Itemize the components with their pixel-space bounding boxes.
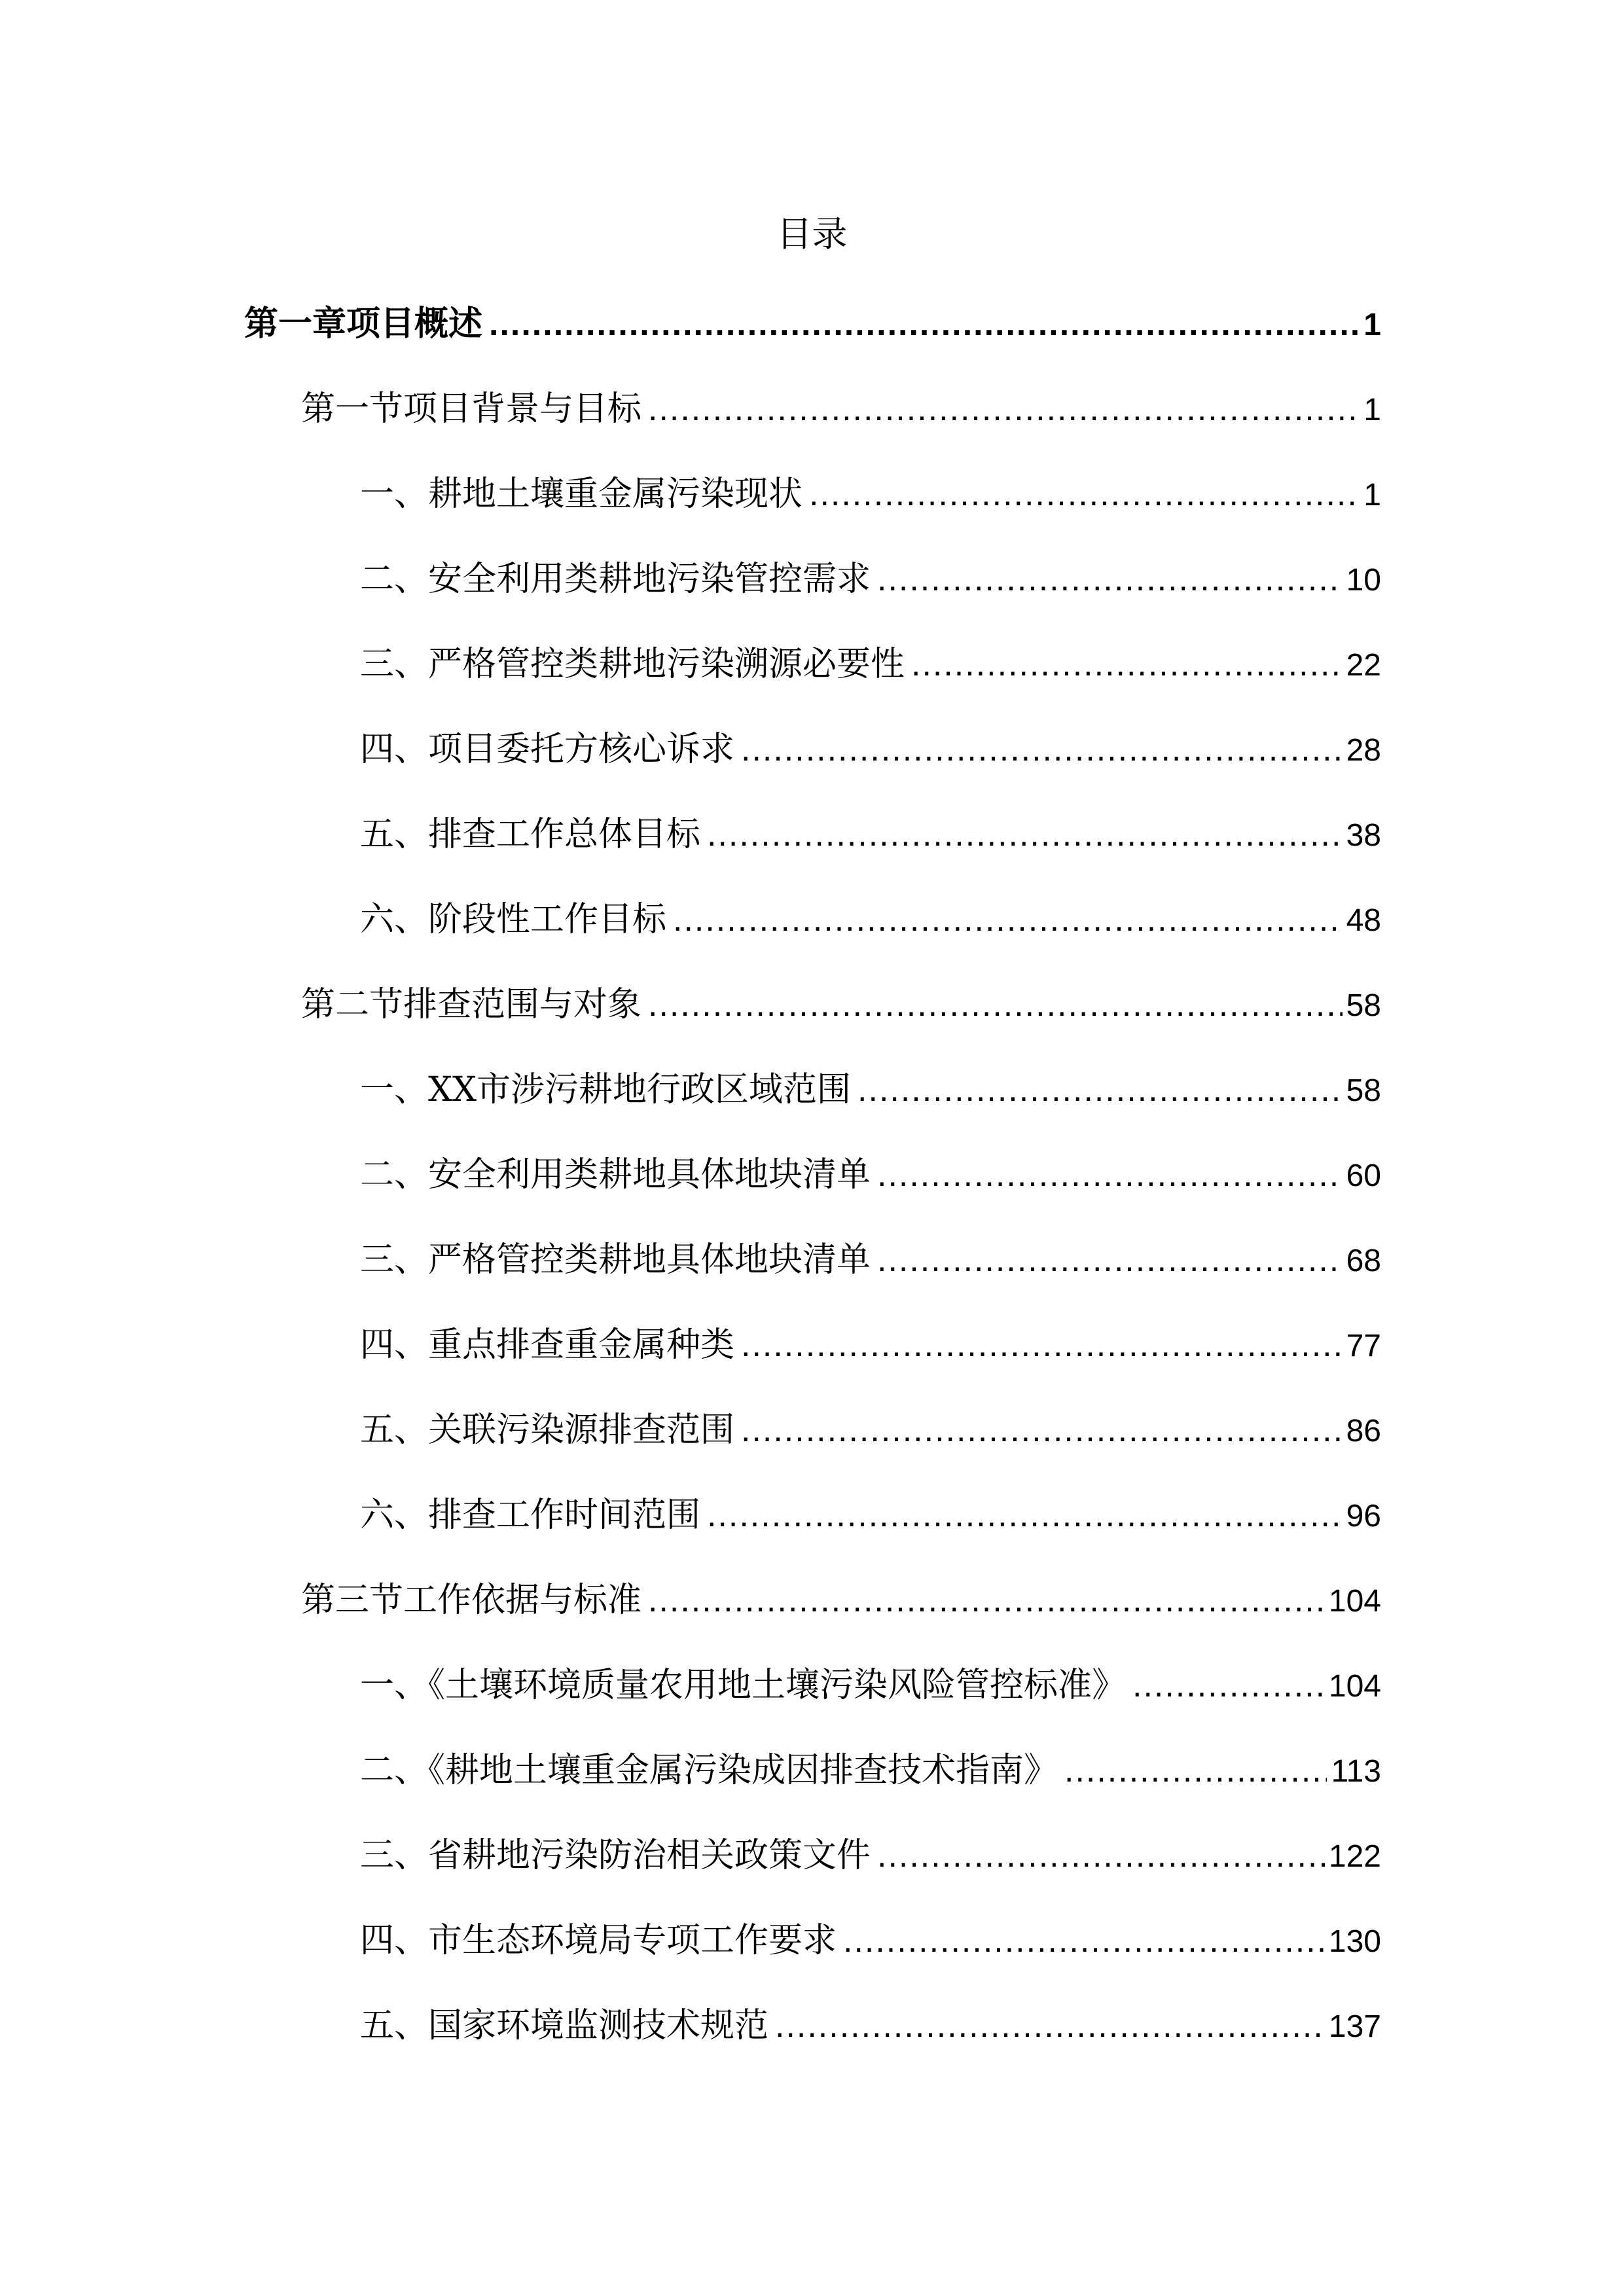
toc-entry-page: 1 xyxy=(1363,308,1381,342)
toc-dot-leader xyxy=(741,723,1343,776)
toc-entry-page: 28 xyxy=(1346,733,1381,768)
toc-entry-label: 第一章项目概述 xyxy=(244,304,483,344)
toc-entry[interactable] xyxy=(360,2000,1381,2052)
toc-entry[interactable] xyxy=(360,1234,1381,1286)
toc-entry-label: 五、排查工作总体目标 xyxy=(360,815,701,854)
toc-entry-page: 86 xyxy=(1346,1414,1381,1448)
toc-dot-leader xyxy=(843,1914,1325,1967)
toc-dot-leader xyxy=(707,1489,1343,1541)
toc-entry-label: 二、《耕地土壤重金属污染成因排查技术指南》 xyxy=(360,1751,1058,1790)
toc-entry[interactable] xyxy=(301,1574,1381,1626)
toc-entry-page: 48 xyxy=(1346,903,1381,938)
toc-entry-page: 130 xyxy=(1328,1924,1381,1959)
toc-entry-label: 第三节工作依据与标准 xyxy=(301,1581,642,1620)
toc-entry[interactable] xyxy=(360,1404,1381,1456)
toc-entry[interactable] xyxy=(360,1829,1381,1882)
toc-dot-leader xyxy=(1064,1744,1327,1797)
toc-entry-page: 113 xyxy=(1331,1754,1381,1789)
toc-entry[interactable] xyxy=(360,893,1381,946)
toc-entry-label: 六、阶段性工作目标 xyxy=(360,900,667,939)
toc-entry-label: 一、耕地土壤重金属污染现状 xyxy=(360,475,803,514)
toc-entry[interactable] xyxy=(360,808,1381,861)
toc-entry-page: 122 xyxy=(1328,1839,1381,1874)
toc-entry-page: 60 xyxy=(1346,1158,1381,1193)
toc-entry-label: 第二节排查范围与对象 xyxy=(301,985,642,1024)
toc-dot-leader xyxy=(877,1149,1343,1201)
toc-entry-label: 四、重点排查重金属种类 xyxy=(360,1325,735,1365)
toc-entry-page: 1 xyxy=(1363,478,1381,512)
toc-entry[interactable] xyxy=(360,1744,1381,1797)
toc-entry-label: 四、项目委托方核心诉求 xyxy=(360,730,735,769)
toc-entry-label: 一、XX市涉污耕地行政区域范围 xyxy=(360,1070,852,1109)
toc-entry-label: 三、严格管控类耕地具体地块清单 xyxy=(360,1240,871,1280)
toc-entry[interactable] xyxy=(360,1064,1381,1116)
toc-dot-leader xyxy=(1132,1659,1325,1712)
toc-entry[interactable] xyxy=(360,468,1381,520)
toc-dot-leader xyxy=(741,1404,1343,1456)
toc-dot-leader xyxy=(673,893,1343,946)
toc-entry-label: 五、国家环境监测技术规范 xyxy=(360,2006,769,2045)
toc-entry-page: 137 xyxy=(1328,2009,1381,2044)
toc-entry[interactable] xyxy=(360,1914,1381,1967)
toc-dot-leader xyxy=(489,298,1360,350)
toc-entry-page: 77 xyxy=(1346,1329,1381,1363)
toc-dot-leader xyxy=(877,1234,1343,1286)
toc-entry-label: 二、安全利用类耕地污染管控需求 xyxy=(360,560,871,599)
toc-entry[interactable] xyxy=(360,1659,1381,1712)
toc-entry-page: 68 xyxy=(1346,1244,1381,1278)
toc-dot-leader xyxy=(741,1319,1343,1371)
toc-entry[interactable] xyxy=(360,638,1381,691)
toc-entry[interactable] xyxy=(360,1149,1381,1201)
toc-dot-leader xyxy=(648,1574,1325,1626)
toc-entry-label: 三、严格管控类耕地污染溯源必要性 xyxy=(360,645,905,684)
toc-dot-leader xyxy=(877,553,1343,605)
toc-entry-label: 二、安全利用类耕地具体地块清单 xyxy=(360,1155,871,1194)
toc-entry-page: 58 xyxy=(1346,988,1381,1023)
toc-entry[interactable] xyxy=(360,723,1381,776)
toc-entry[interactable] xyxy=(360,1489,1381,1541)
toc-entry[interactable] xyxy=(301,978,1381,1031)
toc-entry-label: 五、关联污染源排查范围 xyxy=(360,1410,735,1450)
toc-dot-leader xyxy=(707,808,1343,861)
toc-entry-label: 三、省耕地污染防治相关政策文件 xyxy=(360,1836,871,1875)
toc-entry-label: 第一节项目背景与目标 xyxy=(301,389,642,429)
toc-entry-label: 六、排查工作时间范围 xyxy=(360,1496,701,1535)
toc-entry[interactable] xyxy=(244,298,1381,350)
page-title: 目录 xyxy=(776,213,848,255)
toc-dot-leader xyxy=(911,638,1343,691)
toc-dot-leader xyxy=(857,1064,1343,1116)
toc-entry[interactable] xyxy=(301,383,1381,435)
toc-entry-page: 1 xyxy=(1363,393,1381,427)
toc-dot-leader xyxy=(648,383,1360,435)
toc-entry-page: 10 xyxy=(1346,563,1381,598)
toc-entry-page: 58 xyxy=(1346,1073,1381,1108)
toc-entry-label: 四、市生态环境局专项工作要求 xyxy=(360,1921,837,1960)
toc-entry-page: 104 xyxy=(1328,1584,1381,1619)
toc-dot-leader xyxy=(877,1829,1325,1882)
toc-entry-page: 22 xyxy=(1346,648,1381,683)
toc-dot-leader xyxy=(809,468,1360,520)
toc-dot-leader xyxy=(775,2000,1325,2052)
toc-entry-page: 104 xyxy=(1328,1669,1381,1704)
toc-entry-page: 96 xyxy=(1346,1499,1381,1534)
toc-dot-leader xyxy=(648,978,1343,1031)
toc-entry-page: 38 xyxy=(1346,818,1381,853)
toc-entry-label: 一、《土壤环境质量农用地土壤污染风险管控标准》 xyxy=(360,1666,1127,1705)
toc-entry[interactable] xyxy=(360,553,1381,605)
toc-entry[interactable] xyxy=(360,1319,1381,1371)
